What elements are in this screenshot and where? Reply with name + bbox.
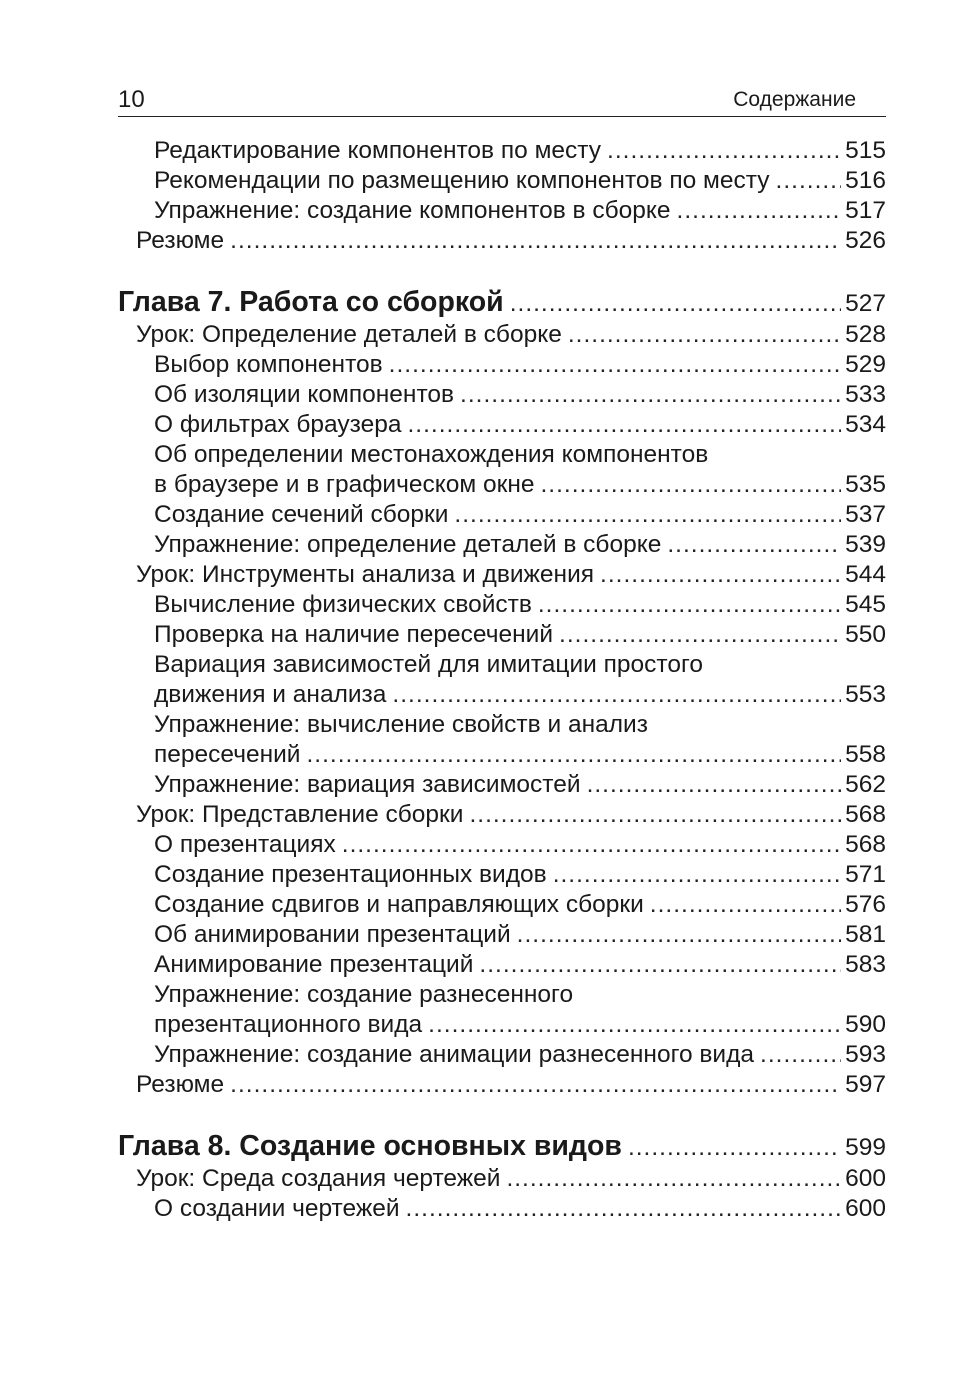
- toc-page-number: 515: [845, 137, 886, 164]
- toc-entry-title: в браузере и в графическом окне: [154, 471, 535, 498]
- toc-subsection: [118, 500, 886, 530]
- toc-entry-title: Упражнение: создание компонентов в сборке: [154, 197, 671, 224]
- dot-leader: [428, 1010, 841, 1040]
- toc-entry-title: Упражнение: создание разнесенного: [154, 981, 574, 1008]
- dot-leader: [506, 1164, 841, 1194]
- toc-line: [136, 1070, 886, 1100]
- toc-line: [136, 800, 886, 830]
- toc-line: [154, 890, 886, 920]
- toc-line: [154, 650, 886, 680]
- toc-subsection: [118, 196, 886, 226]
- toc-line: [154, 740, 886, 770]
- toc-entry-title: Вычисление физических свойств: [154, 591, 532, 618]
- toc-entry-title: Резюме: [136, 1071, 225, 1098]
- dot-leader: [510, 286, 841, 322]
- dot-leader: [677, 196, 842, 226]
- dot-leader: [307, 740, 842, 770]
- toc-entry-title: Упражнение: вариация зависимостей: [154, 771, 581, 798]
- toc-page-number: 558: [845, 741, 886, 768]
- toc-entry-title: Вариация зависимостей для имитации простого: [154, 651, 704, 678]
- toc-entry-title: Урок: Среда создания чертежей: [136, 1165, 501, 1192]
- toc-page-number: 526: [845, 227, 886, 254]
- toc-page-number: 529: [845, 351, 886, 378]
- toc-entry-title: Редактирование компонентов по месту: [154, 137, 602, 164]
- toc-page-number: 537: [845, 501, 886, 528]
- toc-subsection: [118, 830, 886, 860]
- toc-entry-title: Проверка на наличие пересечений: [154, 621, 554, 648]
- toc-line: [154, 196, 886, 226]
- toc-line: [154, 530, 886, 560]
- toc-line: [136, 560, 886, 590]
- toc-entry-title: Об изоляции компонентов: [154, 381, 455, 408]
- toc-entry-title: Глава 7. Работа со сборкой: [118, 286, 504, 318]
- dot-leader: [667, 530, 841, 560]
- toc-page-number: 544: [845, 561, 886, 588]
- dot-leader: [407, 410, 841, 440]
- dot-leader: [538, 590, 841, 620]
- toc-subsection: [118, 1040, 886, 1070]
- toc-chapter: [118, 1128, 886, 1164]
- toc-subsection: [118, 380, 886, 410]
- toc-subsection: [118, 620, 886, 650]
- toc-subsection: [118, 440, 886, 500]
- toc-page-number: 571: [845, 861, 886, 888]
- toc-line: [154, 950, 886, 980]
- toc-subsection: [118, 410, 886, 440]
- dot-leader: [540, 470, 841, 500]
- toc-entry-title: О фильтрах браузера: [154, 411, 402, 438]
- toc-subsection: [118, 166, 886, 196]
- toc-page-number: 545: [845, 591, 886, 618]
- toc-line: [154, 380, 886, 410]
- toc-chapter: [118, 284, 886, 320]
- running-head: Содержание: [733, 88, 856, 111]
- toc-page-number: 528: [845, 321, 886, 348]
- toc-line: [154, 136, 886, 166]
- toc-page-number: 581: [845, 921, 886, 948]
- dot-leader: [587, 770, 842, 800]
- toc-entry-title: Глава 8. Создание основных видов: [118, 1130, 622, 1162]
- toc-line: [154, 770, 886, 800]
- toc-page-number: 562: [845, 771, 886, 798]
- toc-subsection: [118, 890, 886, 920]
- toc-subsection: [118, 350, 886, 380]
- toc-page-number: 533: [845, 381, 886, 408]
- toc-page-number: 516: [845, 167, 886, 194]
- toc-page-number: 535: [845, 471, 886, 498]
- toc-page-number: 600: [845, 1165, 886, 1192]
- toc-line: [154, 470, 886, 500]
- dot-leader: [479, 950, 841, 980]
- toc-line: [154, 440, 886, 470]
- toc-page-number: 539: [845, 531, 886, 558]
- toc-page-number: 583: [845, 951, 886, 978]
- toc-line: [154, 500, 886, 530]
- toc-entry-title: Упражнение: создание анимации разнесенного вида: [154, 1041, 755, 1068]
- dot-leader: [230, 226, 841, 256]
- toc-subsection: [118, 710, 886, 770]
- toc-entry-title: Резюме: [136, 227, 225, 254]
- toc-entry-title: Урок: Инструменты анализа и движения: [136, 561, 595, 588]
- toc-line: [154, 620, 886, 650]
- toc-line: [136, 226, 886, 256]
- toc-entry-title: Создание сдвигов и направляющих сборки: [154, 891, 644, 918]
- toc-page-number: 590: [845, 1011, 886, 1038]
- dot-leader: [454, 500, 841, 530]
- dot-leader: [469, 800, 841, 830]
- toc-lesson: [118, 1070, 886, 1100]
- toc-entry-title: Упражнение: определение деталей в сборке: [154, 531, 662, 558]
- toc-lesson: [118, 226, 886, 256]
- toc-line: [136, 320, 886, 350]
- dot-leader: [342, 830, 841, 860]
- toc-page-number: 597: [845, 1071, 886, 1098]
- toc-line: [118, 284, 886, 320]
- toc-line: [154, 860, 886, 890]
- dot-leader: [559, 620, 841, 650]
- toc-page-number: 550: [845, 621, 886, 648]
- toc-entry-title: Выбор компонентов: [154, 351, 383, 378]
- toc-page-number: 568: [845, 831, 886, 858]
- toc-line: [154, 1040, 886, 1070]
- toc-subsection: [118, 136, 886, 166]
- dot-leader: [760, 1040, 841, 1070]
- toc-line: [154, 830, 886, 860]
- toc-entry-title: О создании чертежей: [154, 1195, 400, 1222]
- toc-line: [136, 1164, 886, 1194]
- dot-leader: [406, 1194, 842, 1224]
- toc-page-number: 600: [845, 1195, 886, 1222]
- toc-page-number: 593: [845, 1041, 886, 1068]
- toc-line: [154, 1010, 886, 1040]
- dot-leader: [392, 680, 841, 710]
- dot-leader: [517, 920, 841, 950]
- toc-page-number: 553: [845, 681, 886, 708]
- dot-leader: [568, 320, 841, 350]
- toc-line: [154, 920, 886, 950]
- dot-leader: [553, 860, 841, 890]
- toc-lesson: [118, 1164, 886, 1194]
- toc-entry-title: движения и анализа: [154, 681, 387, 708]
- toc-entry-title: Создание сечений сборки: [154, 501, 449, 528]
- page-header: [118, 84, 886, 117]
- dot-leader: [776, 166, 842, 196]
- toc-entry-title: Рекомендации по размещению компонентов по месту: [154, 167, 770, 194]
- toc-entry-title: пересечений: [154, 741, 301, 768]
- toc-subsection: [118, 980, 886, 1040]
- toc-entry-title: О презентациях: [154, 831, 336, 858]
- toc-page-number: 534: [845, 411, 886, 438]
- toc-entry-title: Об анимировании презентаций: [154, 921, 511, 948]
- toc-entry-title: Упражнение: вычисление свойств и анализ: [154, 711, 648, 738]
- toc-subsection: [118, 530, 886, 560]
- toc-page-number: 576: [845, 891, 886, 918]
- table-of-contents: [118, 136, 886, 1224]
- toc-subsection: [118, 920, 886, 950]
- toc-line: [154, 166, 886, 196]
- toc-entry-title: презентационного вида: [154, 1011, 423, 1038]
- toc-line: [154, 590, 886, 620]
- toc-lesson: [118, 320, 886, 350]
- toc-entry-title: Создание презентационных видов: [154, 861, 547, 888]
- toc-lesson: [118, 800, 886, 830]
- toc-page-number: 517: [845, 197, 886, 224]
- toc-subsection: [118, 590, 886, 620]
- toc-subsection: [118, 650, 886, 710]
- toc-entry-title: Урок: Представление сборки: [136, 801, 464, 828]
- toc-line: [154, 980, 886, 1010]
- toc-subsection: [118, 860, 886, 890]
- toc-page-number: 599: [845, 1134, 886, 1161]
- toc-entry-title: Урок: Определение деталей в сборке: [136, 321, 562, 348]
- dot-leader: [460, 380, 841, 410]
- dot-leader: [230, 1070, 841, 1100]
- dot-leader: [389, 350, 841, 380]
- toc-entry-title: Об определении местонахождения компонентов: [154, 441, 709, 468]
- toc-line: [154, 710, 886, 740]
- toc-subsection: [118, 1194, 886, 1224]
- toc-lesson: [118, 560, 886, 590]
- dot-leader: [607, 136, 841, 166]
- dot-leader: [600, 560, 841, 590]
- toc-entry-title: Анимирование презентаций: [154, 951, 474, 978]
- toc-line: [154, 680, 886, 710]
- toc-line: [118, 1128, 886, 1164]
- page-number: 10: [118, 86, 145, 113]
- dot-leader: [628, 1130, 841, 1166]
- toc-line: [154, 1194, 886, 1224]
- toc-subsection: [118, 770, 886, 800]
- toc-subsection: [118, 950, 886, 980]
- toc-line: [154, 410, 886, 440]
- toc-line: [154, 350, 886, 380]
- dot-leader: [650, 890, 841, 920]
- toc-page-number: 568: [845, 801, 886, 828]
- toc-page-number: 527: [845, 290, 886, 317]
